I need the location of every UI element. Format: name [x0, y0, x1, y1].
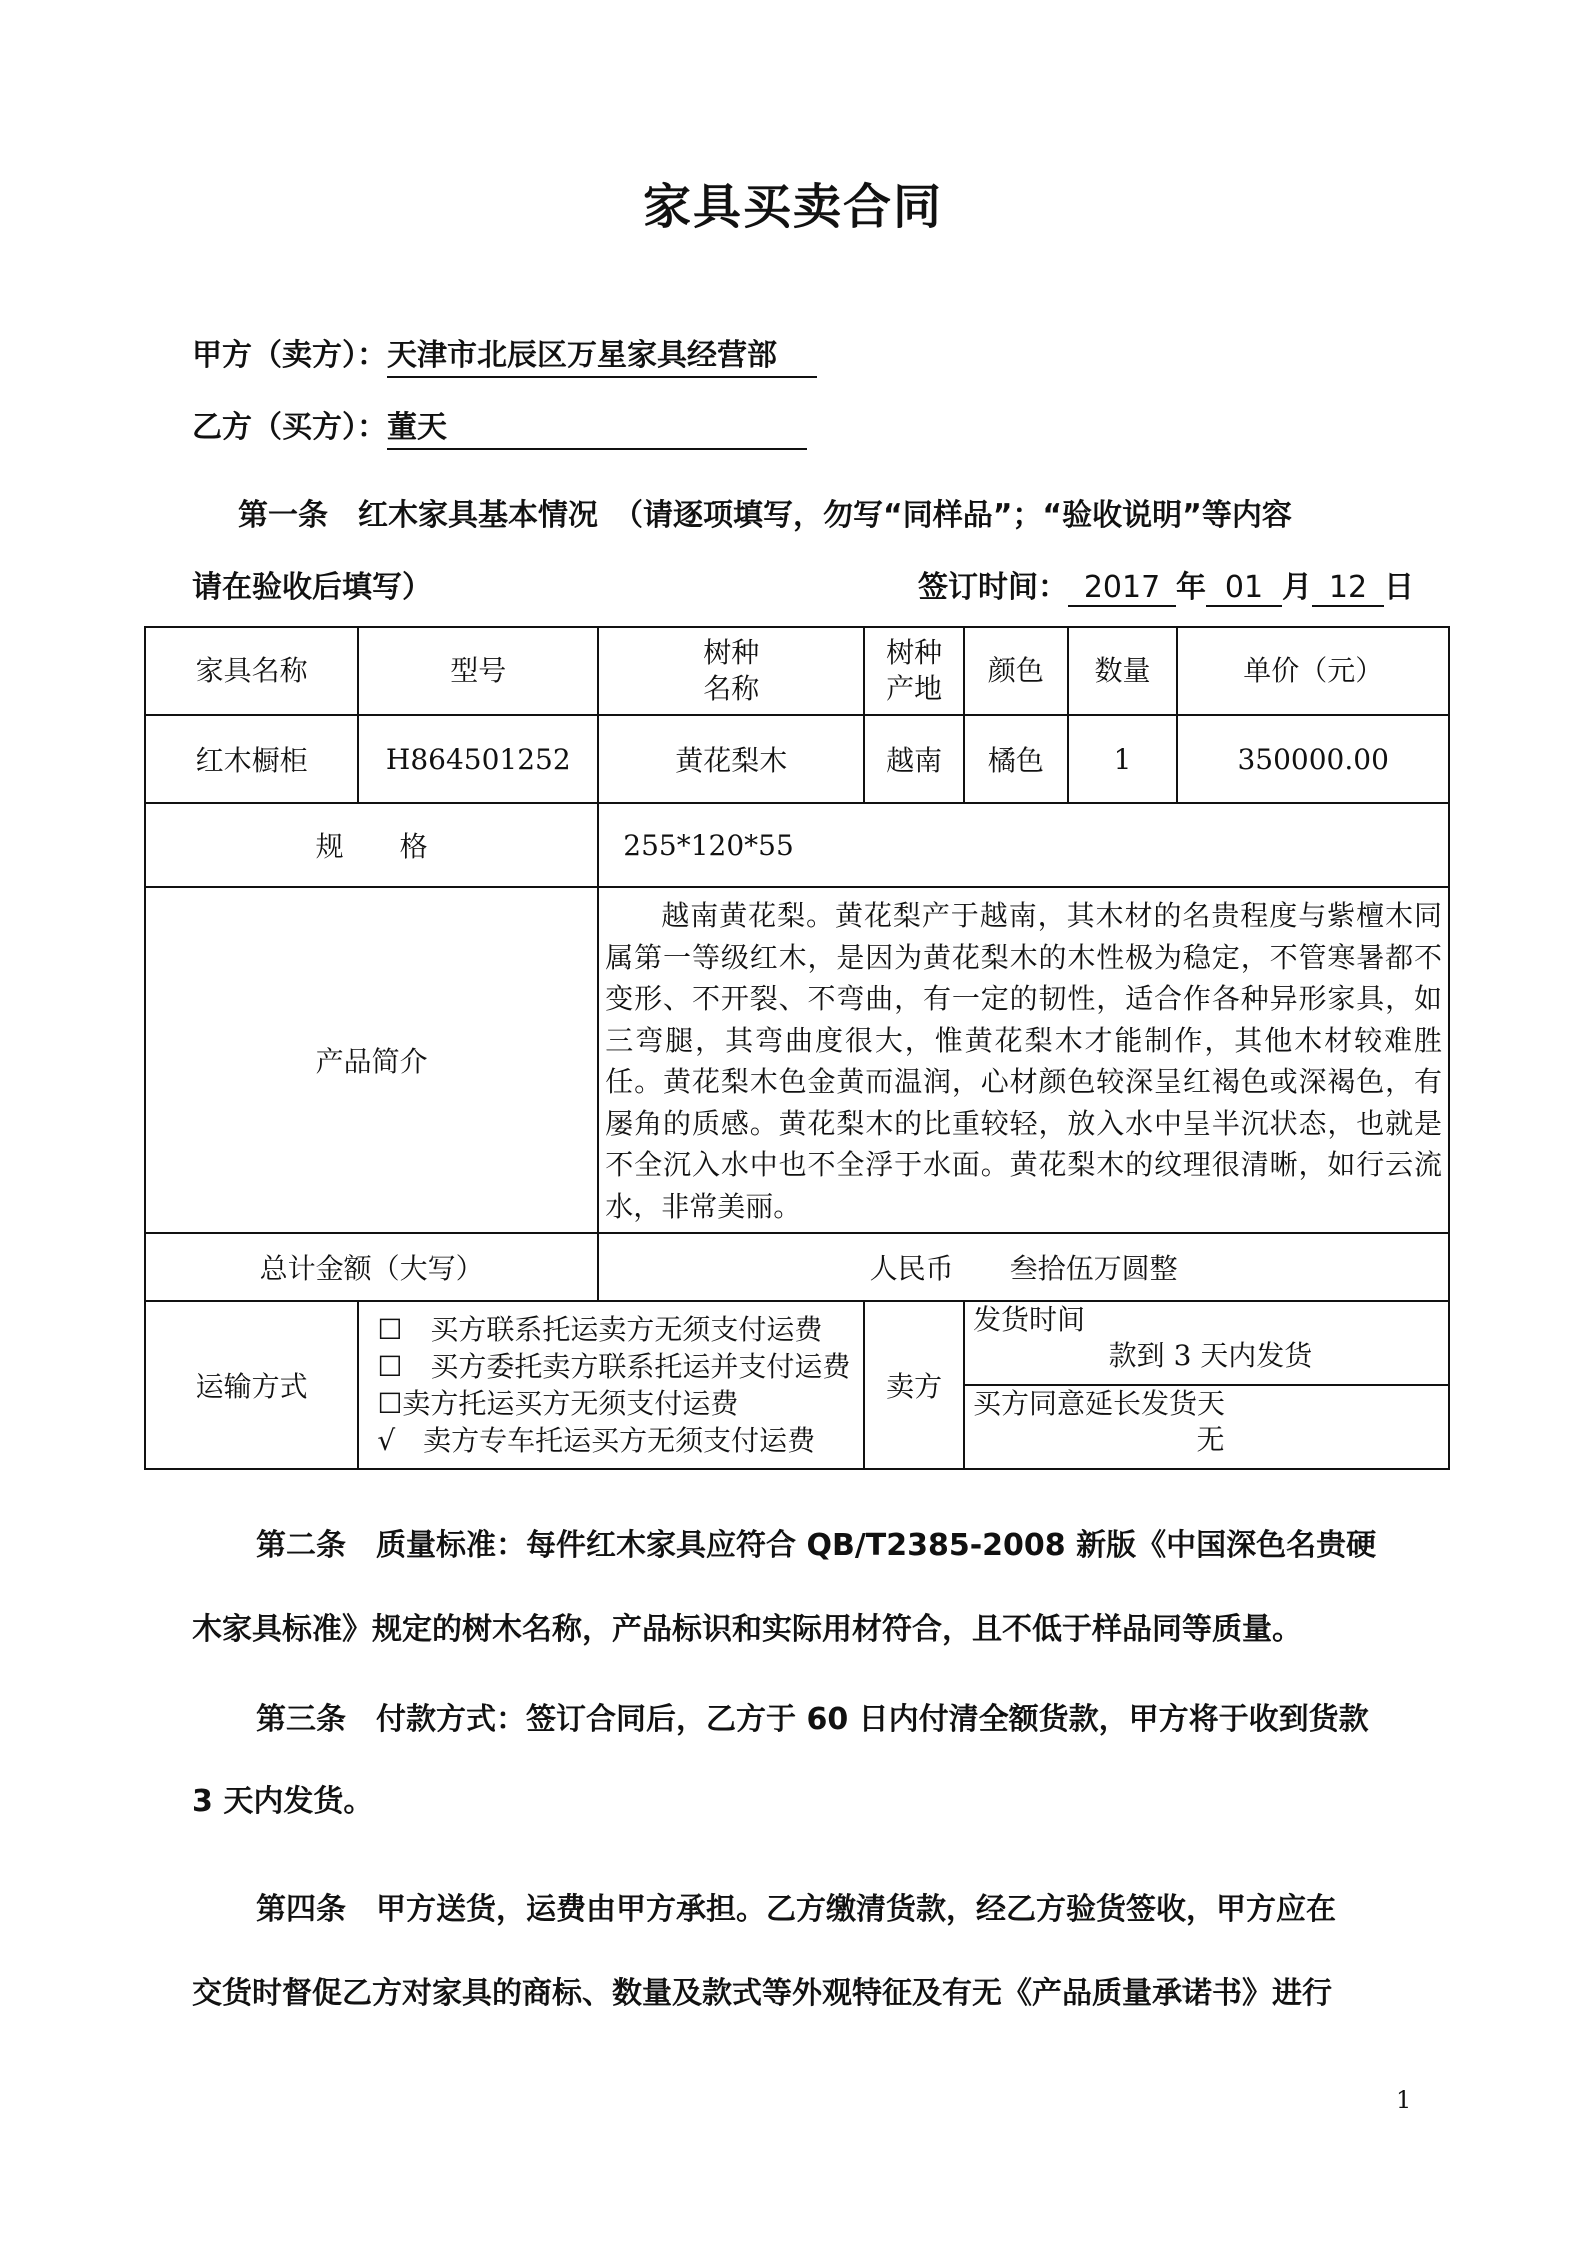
intro-row: [145, 887, 1449, 1233]
header-origin-1: 树种: [886, 636, 943, 669]
header-origin-2: 产地: [886, 672, 943, 705]
signing-date: [918, 562, 1414, 607]
cell-origin: 越南: [864, 715, 964, 803]
delivery-box: [964, 1301, 1449, 1469]
extension-label: 买方同意延长发货天: [972, 1387, 1225, 1420]
delivery-time: [965, 1302, 1448, 1386]
intro-label: 产品简介: [145, 887, 598, 1233]
article4-line1: 第四条 甲方送货，运费由甲方承担。乙方缴清货款，经乙方验货签收，甲方应在: [256, 1892, 1336, 1927]
intro-text: 越南黄花梨。黄花梨产于越南，其木材的名贵程度与紫檀木同属第一等级红木，是因为黄花梨木的木性极为稳定，不管寒暑都不变形、不开裂、不弯曲，有一定的韧性，适合作各种异形家具，如三弯腿，其弯曲度很大，惟黄花梨木才能制作，其他木材较难胜任。黄花梨木色金黄而温润，心材颜色较深呈红褐色或深褐色，有屡角的质感。黄花梨木的比重较轻，放入水中呈半沉状态，也就是不全沉入水中也不全浮于水面。黄花梨木的纹理很清晰，如行云流水，非常美丽。: [605, 899, 1442, 1223]
party-a-label: 甲方（卖方）：: [192, 338, 387, 373]
shipping-option-3: ☐卖方托运买方无须支付运费: [377, 1387, 739, 1420]
delivery-time-value: 款到 3 天内发货: [1108, 1339, 1313, 1372]
cell-color: 橘色: [964, 715, 1068, 803]
header-species-2: 名称: [703, 672, 760, 705]
shipping-option-2: ☐ 买方委托卖方联系托运并支付运费: [377, 1350, 851, 1383]
shipping-row: [145, 1301, 1449, 1469]
contract-title: 家具买卖合同: [642, 179, 943, 235]
signing-day: 12: [1312, 570, 1384, 607]
header-species-1: 树种: [703, 636, 760, 669]
spec-value: 255*120*55: [598, 803, 1449, 887]
shipping-option-4: √ 卖方专车托运买方无须支付运费: [377, 1424, 816, 1457]
shipping-options: [358, 1301, 864, 1469]
signing-month: 01: [1206, 570, 1282, 607]
extension-value: 无: [1196, 1423, 1225, 1456]
shipping-label: 运输方式: [145, 1301, 358, 1469]
day-unit: 日: [1384, 570, 1414, 605]
spec-row: [145, 803, 1449, 887]
header-name: 家具名称: [145, 627, 358, 715]
header-model: 型号: [358, 627, 598, 715]
party-a-value: 天津市北辰区万星家具经营部: [387, 330, 817, 378]
article2-line1: 第二条 质量标准：每件红木家具应符合 QB/T2385-2008 新版《中国深色名贵硬: [256, 1528, 1377, 1563]
party-a: [192, 330, 817, 378]
cell-qty: 1: [1068, 715, 1178, 803]
article1-line1: 第一条 红木家具基本情况 （请逐项填写，勿写“同样品”；“验收说明”等内容: [238, 498, 1292, 533]
seller-label: 卖方: [864, 1301, 964, 1469]
cell-model: H864501252: [358, 715, 598, 803]
cell-price: 350000.00: [1177, 715, 1449, 803]
article2-line2: 木家具标准》规定的树木名称，产品标识和实际用材符合，且不低于样品同等质量。: [192, 1612, 1302, 1647]
article3-line1: 第三条 付款方式：签订合同后，乙方于 60 日内付清全额货款，甲方将于收到货款: [256, 1702, 1369, 1737]
cell-species: 黄花梨木: [598, 715, 864, 803]
total-row: [145, 1233, 1449, 1301]
article3-line2: 3 天内发货。: [192, 1784, 374, 1819]
shipping-option-1: ☐ 买方联系托运卖方无须支付运费: [377, 1313, 823, 1346]
party-b-label: 乙方（买方）：: [192, 410, 387, 445]
signing-year: 2017: [1068, 570, 1176, 607]
signing-date-label: 签订时间：: [918, 570, 1068, 605]
total-label: 总计金额（大写）: [145, 1233, 598, 1301]
header-price: 单价（元）: [1177, 627, 1449, 715]
header-color: 颜色: [964, 627, 1068, 715]
article4-line2: 交货时督促乙方对家具的商标、数量及款式等外观特征及有无《产品质量承诺书》进行: [192, 1976, 1332, 2011]
article1-line2: 请在验收后填写）: [192, 570, 432, 605]
header-species: [598, 627, 864, 715]
intro-cell: [598, 887, 1449, 1233]
year-unit: 年: [1176, 570, 1206, 605]
header-qty: 数量: [1068, 627, 1178, 715]
furniture-spec-table: [144, 626, 1450, 1470]
cell-name: 红木橱柜: [145, 715, 358, 803]
party-b: [192, 402, 807, 450]
spec-label: 规 格: [145, 803, 598, 887]
table-row: [145, 715, 1449, 803]
delivery-time-label: 发货时间: [972, 1303, 1085, 1336]
table-header-row: [145, 627, 1449, 715]
party-b-value: 董天: [387, 402, 807, 450]
month-unit: 月: [1282, 570, 1312, 605]
delivery-extension: [965, 1386, 1448, 1468]
header-origin: [864, 627, 964, 715]
total-value: 人民币 叁拾伍万圆整: [598, 1233, 1449, 1301]
page-number: 1: [1396, 2086, 1412, 2114]
